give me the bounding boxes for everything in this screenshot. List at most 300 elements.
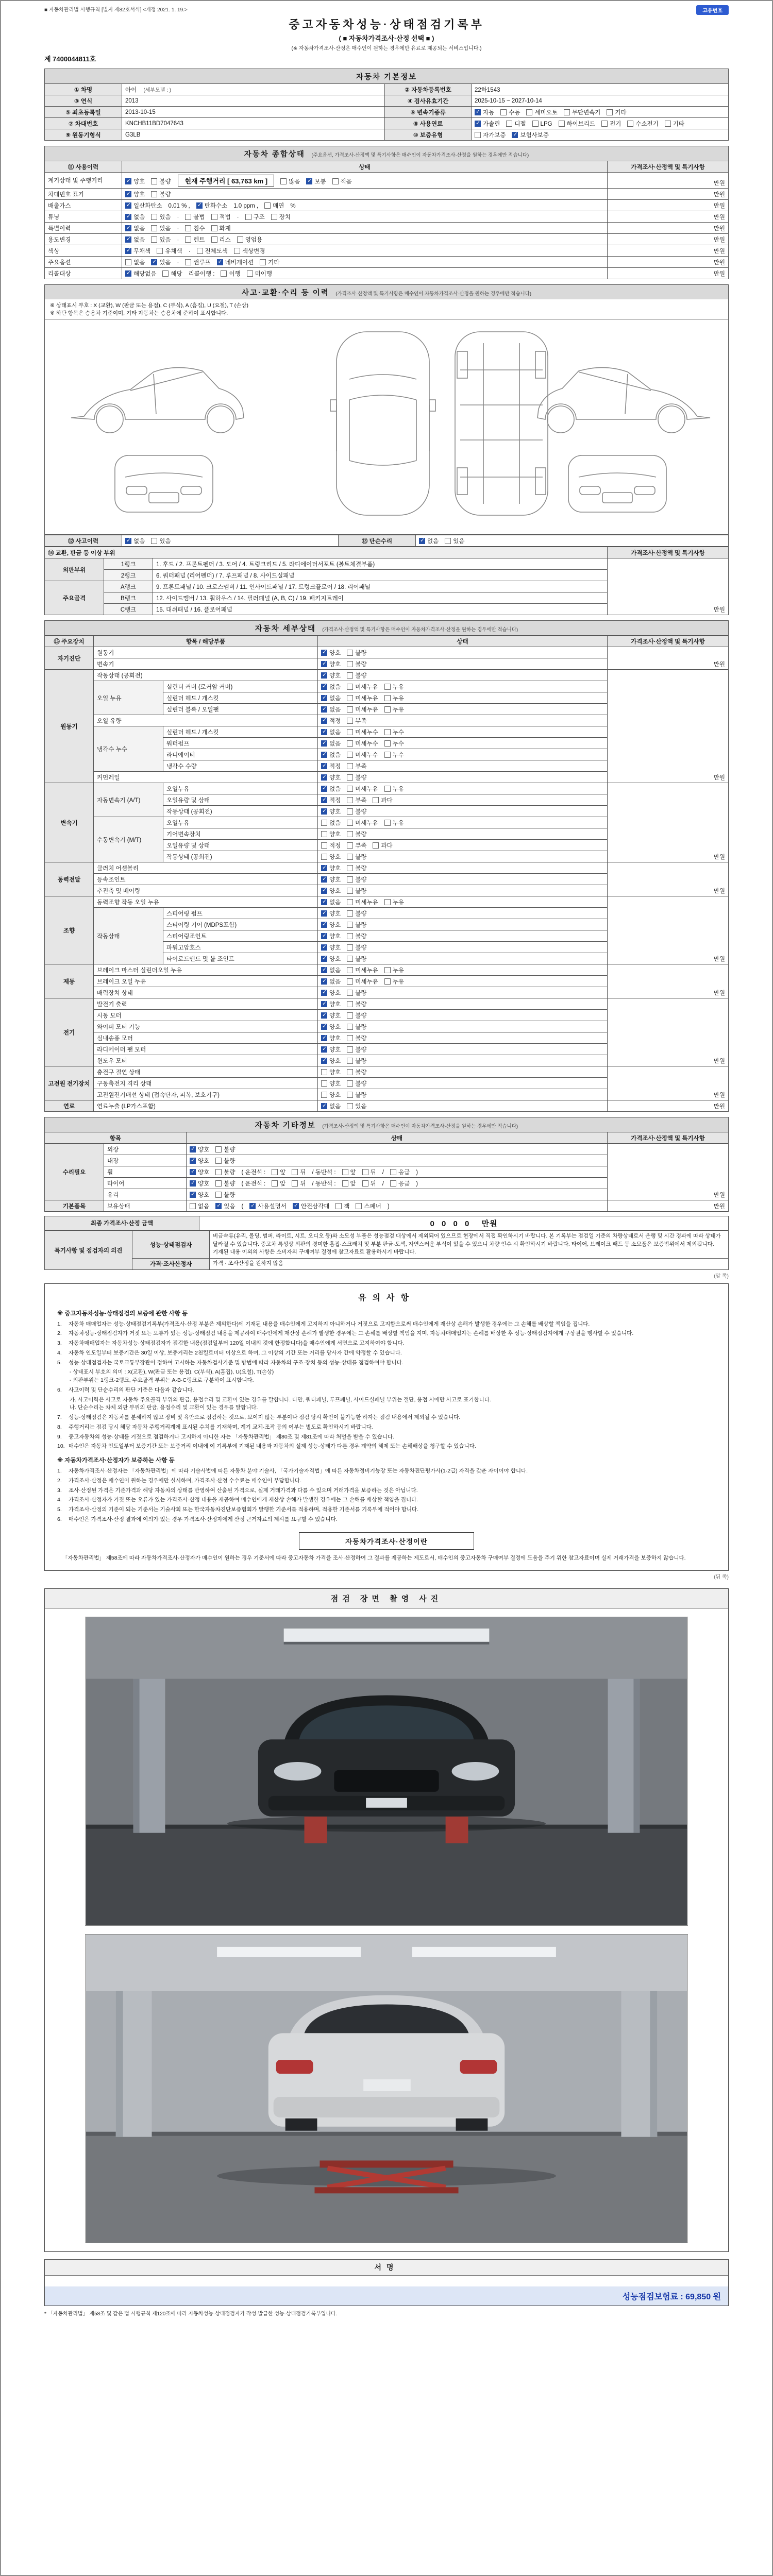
- checkbox-icon[interactable]: [347, 876, 353, 883]
- checkbox-icon[interactable]: [221, 270, 227, 277]
- checkbox-icon[interactable]: [526, 109, 532, 115]
- checkbox-checked-icon[interactable]: [190, 1180, 196, 1187]
- checkbox-option[interactable]: [321, 943, 341, 952]
- checkbox-icon[interactable]: [237, 236, 243, 243]
- checkbox-option[interactable]: [321, 1091, 341, 1099]
- checkbox-option[interactable]: [347, 773, 366, 782]
- checkbox-checked-icon[interactable]: [321, 797, 327, 803]
- checkbox-icon[interactable]: [500, 109, 507, 115]
- checkbox-option[interactable]: [321, 705, 341, 714]
- checkbox-option[interactable]: [211, 224, 231, 232]
- checkbox-option[interactable]: [280, 177, 300, 185]
- checkbox-option[interactable]: [306, 177, 326, 185]
- checkbox-option[interactable]: [215, 1145, 235, 1154]
- checkbox-icon[interactable]: [264, 202, 271, 209]
- checkbox-option[interactable]: [500, 108, 520, 116]
- checkbox-option[interactable]: [347, 943, 366, 952]
- checkbox-checked-icon[interactable]: [321, 1035, 327, 1041]
- checkbox-icon[interactable]: [342, 1169, 348, 1175]
- checkbox-icon[interactable]: [384, 706, 391, 713]
- checkbox-checked-icon[interactable]: [321, 1024, 327, 1030]
- checkbox-option[interactable]: [347, 1045, 366, 1054]
- checkbox-option[interactable]: [321, 898, 341, 906]
- checkbox-option[interactable]: [185, 258, 210, 266]
- checkbox-option[interactable]: [347, 819, 378, 827]
- checkbox-icon[interactable]: [390, 1180, 396, 1187]
- checkbox-option[interactable]: [151, 177, 171, 185]
- checkbox-checked-icon[interactable]: [321, 706, 327, 713]
- checkbox-option[interactable]: [321, 751, 341, 759]
- checkbox-option[interactable]: [384, 739, 404, 748]
- checkbox-icon[interactable]: [157, 248, 163, 254]
- checkbox-option[interactable]: [190, 1202, 209, 1210]
- checkbox-icon[interactable]: [347, 899, 353, 905]
- checkbox-icon[interactable]: [347, 1069, 353, 1075]
- checkbox-checked-icon[interactable]: [125, 248, 131, 254]
- checkbox-option[interactable]: [390, 1179, 410, 1188]
- checkbox-option[interactable]: [221, 269, 240, 278]
- checkbox-option[interactable]: [321, 1045, 341, 1054]
- checkbox-icon[interactable]: [384, 752, 391, 758]
- checkbox-option[interactable]: [362, 1168, 376, 1176]
- checkbox-checked-icon[interactable]: [190, 1146, 196, 1153]
- checkbox-icon[interactable]: [211, 225, 217, 231]
- checkbox-icon[interactable]: [384, 899, 391, 905]
- checkbox-option[interactable]: [162, 269, 182, 278]
- checkbox-icon[interactable]: [332, 178, 339, 184]
- checkbox-icon[interactable]: [347, 1080, 353, 1087]
- checkbox-icon[interactable]: [384, 740, 391, 747]
- checkbox-option[interactable]: [125, 224, 145, 232]
- checkbox-checked-icon[interactable]: [512, 132, 518, 138]
- checkbox-option[interactable]: [347, 751, 378, 759]
- checkbox-option[interactable]: [347, 1034, 366, 1042]
- checkbox-option[interactable]: [321, 887, 341, 895]
- checkbox-icon[interactable]: [347, 661, 353, 667]
- checkbox-option[interactable]: [125, 235, 145, 244]
- checkbox-option[interactable]: [260, 258, 279, 266]
- checkbox-option[interactable]: [125, 537, 145, 545]
- checkbox-checked-icon[interactable]: [125, 214, 131, 220]
- signature-area[interactable]: [45, 2276, 728, 2306]
- checkbox-icon[interactable]: [215, 1158, 222, 1164]
- checkbox-icon[interactable]: [347, 922, 353, 928]
- checkbox-option[interactable]: [347, 830, 366, 838]
- checkbox-checked-icon[interactable]: [306, 178, 312, 184]
- checkbox-checked-icon[interactable]: [151, 259, 157, 265]
- checkbox-icon[interactable]: [342, 1180, 348, 1187]
- checkbox-option[interactable]: [347, 728, 378, 736]
- checkbox-checked-icon[interactable]: [125, 191, 131, 197]
- checkbox-option[interactable]: [347, 807, 366, 816]
- checkbox-option[interactable]: [347, 762, 366, 770]
- checkbox-checked-icon[interactable]: [475, 109, 481, 115]
- checkbox-checked-icon[interactable]: [125, 225, 131, 231]
- checkbox-icon[interactable]: [151, 214, 157, 220]
- checkbox-option[interactable]: [293, 1202, 330, 1210]
- checkbox-icon[interactable]: [271, 214, 277, 220]
- checkbox-icon[interactable]: [234, 248, 240, 254]
- checkbox-icon[interactable]: [347, 990, 353, 996]
- checkbox-option[interactable]: [321, 955, 341, 963]
- checkbox-icon[interactable]: [532, 121, 539, 127]
- checkbox-icon[interactable]: [356, 1203, 362, 1209]
- checkbox-icon[interactable]: [185, 259, 191, 265]
- checkbox-icon[interactable]: [564, 109, 570, 115]
- checkbox-option[interactable]: [384, 683, 404, 691]
- checkbox-option[interactable]: [190, 1168, 209, 1176]
- checkbox-option[interactable]: [197, 247, 228, 255]
- checkbox-icon[interactable]: [347, 978, 353, 985]
- checkbox-checked-icon[interactable]: [321, 729, 327, 735]
- checkbox-icon[interactable]: [506, 121, 512, 127]
- checkbox-checked-icon[interactable]: [125, 538, 131, 544]
- checkbox-option[interactable]: [347, 683, 378, 691]
- checkbox-checked-icon[interactable]: [125, 178, 131, 184]
- checkbox-icon[interactable]: [321, 854, 327, 860]
- checkbox-icon[interactable]: [665, 121, 671, 127]
- checkbox-checked-icon[interactable]: [321, 752, 327, 758]
- checkbox-option[interactable]: [321, 909, 341, 918]
- checkbox-option[interactable]: [321, 694, 341, 702]
- checkbox-icon[interactable]: [215, 1146, 222, 1153]
- checkbox-option[interactable]: [125, 201, 162, 210]
- checkbox-icon[interactable]: [347, 672, 353, 679]
- checkbox-option[interactable]: [321, 841, 341, 850]
- checkbox-checked-icon[interactable]: [190, 1158, 196, 1164]
- checkbox-icon[interactable]: [347, 933, 353, 939]
- checkbox-icon[interactable]: [335, 1203, 342, 1209]
- checkbox-icon[interactable]: [607, 109, 613, 115]
- checkbox-icon[interactable]: [347, 1012, 353, 1019]
- checkbox-option[interactable]: [190, 1145, 209, 1154]
- checkbox-option[interactable]: [271, 213, 291, 221]
- checkbox-option[interactable]: [347, 1102, 366, 1110]
- checkbox-option[interactable]: [217, 258, 254, 266]
- checkbox-checked-icon[interactable]: [321, 910, 327, 917]
- checkbox-icon[interactable]: [347, 1035, 353, 1041]
- checkbox-icon[interactable]: [347, 797, 353, 803]
- checkbox-icon[interactable]: [292, 1169, 298, 1175]
- checkbox-option[interactable]: [347, 796, 366, 804]
- checkbox-icon[interactable]: [151, 191, 157, 197]
- checkbox-checked-icon[interactable]: [321, 740, 327, 747]
- checkbox-checked-icon[interactable]: [321, 944, 327, 951]
- checkbox-icon[interactable]: [559, 121, 565, 127]
- checkbox-icon[interactable]: [347, 740, 353, 747]
- checkbox-icon[interactable]: [321, 1092, 327, 1098]
- checkbox-option[interactable]: [347, 875, 366, 884]
- checkbox-option[interactable]: [532, 121, 552, 127]
- checkbox-checked-icon[interactable]: [321, 956, 327, 962]
- checkbox-option[interactable]: [373, 841, 392, 850]
- checkbox-option[interactable]: [347, 1011, 366, 1020]
- checkbox-option[interactable]: [607, 108, 626, 116]
- checkbox-checked-icon[interactable]: [190, 1169, 196, 1175]
- checkbox-option[interactable]: [185, 213, 205, 221]
- checkbox-option[interactable]: [321, 819, 341, 827]
- checkbox-option[interactable]: [321, 773, 341, 782]
- checkbox-option[interactable]: [190, 1157, 209, 1165]
- checkbox-option[interactable]: [125, 247, 150, 255]
- checkbox-option[interactable]: [321, 1000, 341, 1008]
- checkbox-checked-icon[interactable]: [321, 695, 327, 701]
- checkbox-option[interactable]: [347, 932, 366, 940]
- checkbox-option[interactable]: [347, 1057, 366, 1065]
- checkbox-option[interactable]: [211, 235, 231, 244]
- checkbox-option[interactable]: [347, 739, 378, 748]
- checkbox-option[interactable]: [384, 694, 404, 702]
- checkbox-icon[interactable]: [321, 831, 327, 837]
- checkbox-option[interactable]: [347, 864, 366, 872]
- checkbox-option[interactable]: [321, 977, 341, 986]
- checkbox-option[interactable]: [321, 1079, 341, 1088]
- checkbox-option[interactable]: [321, 1034, 341, 1042]
- checkbox-option[interactable]: [211, 213, 231, 221]
- checkbox-option[interactable]: [215, 1179, 235, 1188]
- checkbox-icon[interactable]: [185, 214, 191, 220]
- checkbox-checked-icon[interactable]: [321, 672, 327, 679]
- checkbox-icon[interactable]: [185, 236, 191, 243]
- checkbox-checked-icon[interactable]: [321, 922, 327, 928]
- checkbox-option[interactable]: [321, 1068, 341, 1076]
- checkbox-checked-icon[interactable]: [321, 876, 327, 883]
- checkbox-checked-icon[interactable]: [321, 808, 327, 815]
- checkbox-option[interactable]: [384, 728, 404, 736]
- checkbox-option[interactable]: [245, 213, 265, 221]
- checkbox-option[interactable]: [321, 683, 341, 691]
- checkbox-option[interactable]: [445, 537, 464, 545]
- checkbox-icon[interactable]: [347, 888, 353, 894]
- checkbox-option[interactable]: [247, 269, 272, 278]
- checkbox-option[interactable]: [347, 1000, 366, 1008]
- checkbox-checked-icon[interactable]: [321, 650, 327, 656]
- checkbox-checked-icon[interactable]: [125, 270, 131, 277]
- checkbox-icon[interactable]: [475, 132, 481, 138]
- checkbox-icon[interactable]: [151, 538, 157, 544]
- checkbox-icon[interactable]: [211, 214, 217, 220]
- checkbox-option[interactable]: [347, 898, 378, 906]
- checkbox-option[interactable]: [347, 921, 366, 929]
- checkbox-option[interactable]: [347, 977, 378, 986]
- checkbox-option[interactable]: [347, 785, 378, 793]
- checkbox-icon[interactable]: [384, 695, 391, 701]
- checkbox-option[interactable]: [321, 1102, 341, 1110]
- checkbox-checked-icon[interactable]: [293, 1203, 299, 1209]
- checkbox-checked-icon[interactable]: [215, 1203, 222, 1209]
- checkbox-option[interactable]: [292, 1179, 306, 1188]
- checkbox-icon[interactable]: [197, 248, 203, 254]
- checkbox-option[interactable]: [347, 705, 378, 714]
- checkbox-option[interactable]: [384, 977, 404, 986]
- checkbox-option[interactable]: [125, 269, 156, 278]
- checkbox-icon[interactable]: [260, 259, 266, 265]
- checkbox-checked-icon[interactable]: [321, 967, 327, 973]
- checkbox-checked-icon[interactable]: [321, 786, 327, 792]
- checkbox-option[interactable]: [190, 1191, 209, 1199]
- checkbox-checked-icon[interactable]: [196, 202, 203, 209]
- checkbox-checked-icon[interactable]: [321, 933, 327, 939]
- checkbox-icon[interactable]: [215, 1169, 222, 1175]
- checkbox-option[interactable]: [342, 1179, 356, 1188]
- checkbox-option[interactable]: [125, 213, 145, 221]
- checkbox-icon[interactable]: [347, 854, 353, 860]
- checkbox-checked-icon[interactable]: [321, 763, 327, 769]
- checkbox-option[interactable]: [627, 120, 658, 128]
- checkbox-option[interactable]: [215, 1202, 235, 1210]
- checkbox-icon[interactable]: [347, 1001, 353, 1007]
- checkbox-icon[interactable]: [347, 842, 353, 849]
- checkbox-option[interactable]: [321, 989, 341, 997]
- checkbox-option[interactable]: [321, 1011, 341, 1020]
- checkbox-checked-icon[interactable]: [321, 899, 327, 905]
- checkbox-option[interactable]: [347, 887, 366, 895]
- checkbox-icon[interactable]: [347, 706, 353, 713]
- checkbox-checked-icon[interactable]: [321, 865, 327, 871]
- checkbox-icon[interactable]: [373, 842, 379, 849]
- checkbox-option[interactable]: [321, 807, 341, 816]
- checkbox-option[interactable]: [321, 796, 341, 804]
- checkbox-option[interactable]: [321, 762, 341, 770]
- checkbox-option[interactable]: [272, 1168, 285, 1176]
- checkbox-option[interactable]: [321, 717, 341, 725]
- checkbox-checked-icon[interactable]: [321, 1103, 327, 1109]
- checkbox-option[interactable]: [347, 1091, 366, 1099]
- checkbox-option[interactable]: [321, 728, 341, 736]
- checkbox-option[interactable]: [390, 1168, 410, 1176]
- checkbox-icon[interactable]: [292, 1180, 298, 1187]
- checkbox-option[interactable]: [384, 751, 404, 759]
- checkbox-icon[interactable]: [347, 820, 353, 826]
- checkbox-checked-icon[interactable]: [321, 1001, 327, 1007]
- checkbox-option[interactable]: [151, 258, 171, 266]
- checkbox-option[interactable]: [321, 671, 341, 680]
- checkbox-option[interactable]: [151, 190, 171, 198]
- checkbox-option[interactable]: [347, 649, 366, 657]
- checkbox-icon[interactable]: [247, 270, 253, 277]
- checkbox-icon[interactable]: [373, 797, 379, 803]
- checkbox-option[interactable]: [347, 841, 366, 850]
- checkbox-checked-icon[interactable]: [321, 990, 327, 996]
- checkbox-option[interactable]: [347, 660, 366, 668]
- checkbox-icon[interactable]: [347, 1103, 353, 1109]
- checkbox-icon[interactable]: [151, 236, 157, 243]
- checkbox-option[interactable]: [215, 1191, 235, 1199]
- checkbox-option[interactable]: [321, 830, 341, 838]
- checkbox-checked-icon[interactable]: [419, 538, 425, 544]
- checkbox-option[interactable]: [475, 120, 500, 128]
- checkbox-checked-icon[interactable]: [321, 684, 327, 690]
- checkbox-option[interactable]: [125, 258, 145, 266]
- checkbox-option[interactable]: [321, 966, 341, 974]
- checkbox-icon[interactable]: [347, 831, 353, 837]
- checkbox-option[interactable]: [151, 213, 171, 221]
- checkbox-option[interactable]: [347, 671, 366, 680]
- checkbox-option[interactable]: [564, 108, 601, 116]
- checkbox-option[interactable]: [185, 224, 205, 232]
- checkbox-icon[interactable]: [245, 214, 251, 220]
- checkbox-icon[interactable]: [347, 729, 353, 735]
- checkbox-option[interactable]: [321, 853, 341, 861]
- checkbox-icon[interactable]: [627, 121, 633, 127]
- checkbox-option[interactable]: [419, 537, 439, 545]
- checkbox-option[interactable]: [335, 1202, 349, 1210]
- checkbox-checked-icon[interactable]: [321, 661, 327, 667]
- checkbox-option[interactable]: [237, 235, 262, 244]
- checkbox-option[interactable]: [215, 1168, 235, 1176]
- checkbox-option[interactable]: [292, 1168, 306, 1176]
- checkbox-icon[interactable]: [384, 820, 391, 826]
- checkbox-icon[interactable]: [321, 1080, 327, 1087]
- checkbox-option[interactable]: [272, 1179, 285, 1188]
- checkbox-icon[interactable]: [347, 1058, 353, 1064]
- checkbox-option[interactable]: [384, 705, 404, 714]
- checkbox-icon[interactable]: [347, 752, 353, 758]
- checkbox-icon[interactable]: [321, 1069, 327, 1075]
- checkbox-option[interactable]: [321, 785, 341, 793]
- checkbox-icon[interactable]: [384, 786, 391, 792]
- checkbox-checked-icon[interactable]: [249, 1203, 256, 1209]
- checkbox-icon[interactable]: [190, 1203, 196, 1209]
- checkbox-icon[interactable]: [125, 259, 131, 265]
- checkbox-checked-icon[interactable]: [321, 774, 327, 781]
- checkbox-icon[interactable]: [151, 225, 157, 231]
- checkbox-icon[interactable]: [445, 538, 451, 544]
- checkbox-option[interactable]: [234, 247, 265, 255]
- checkbox-option[interactable]: [321, 932, 341, 940]
- checkbox-option[interactable]: [125, 177, 145, 185]
- checkbox-icon[interactable]: [321, 842, 327, 849]
- checkbox-option[interactable]: [321, 649, 341, 657]
- checkbox-icon[interactable]: [347, 774, 353, 781]
- checkbox-option[interactable]: [601, 120, 621, 128]
- checkbox-option[interactable]: [347, 989, 366, 997]
- checkbox-checked-icon[interactable]: [125, 202, 131, 209]
- checkbox-icon[interactable]: [211, 236, 217, 243]
- checkbox-icon[interactable]: [390, 1169, 396, 1175]
- checkbox-checked-icon[interactable]: [321, 1012, 327, 1019]
- checkbox-option[interactable]: [506, 120, 526, 128]
- checkbox-icon[interactable]: [347, 718, 353, 724]
- checkbox-option[interactable]: [347, 1023, 366, 1031]
- checkbox-icon[interactable]: [347, 684, 353, 690]
- checkbox-icon[interactable]: [151, 178, 157, 184]
- checkbox-checked-icon[interactable]: [217, 259, 223, 265]
- unique-number-badge[interactable]: 고유번호: [696, 5, 729, 15]
- checkbox-icon[interactable]: [601, 121, 608, 127]
- checkbox-icon[interactable]: [384, 684, 391, 690]
- checkbox-option[interactable]: [384, 819, 404, 827]
- checkbox-option[interactable]: [321, 1057, 341, 1065]
- checkbox-option[interactable]: [512, 131, 549, 139]
- checkbox-option[interactable]: [362, 1179, 376, 1188]
- checkbox-icon[interactable]: [347, 865, 353, 871]
- checkbox-option[interactable]: [475, 108, 494, 116]
- checkbox-option[interactable]: [559, 120, 596, 128]
- checkbox-option[interactable]: [151, 235, 171, 244]
- checkbox-icon[interactable]: [362, 1169, 368, 1175]
- checkbox-icon[interactable]: [347, 808, 353, 815]
- checkbox-checked-icon[interactable]: [125, 236, 131, 243]
- checkbox-option[interactable]: [384, 785, 404, 793]
- checkbox-option[interactable]: [125, 190, 145, 198]
- checkbox-option[interactable]: [196, 201, 227, 210]
- checkbox-icon[interactable]: [280, 178, 287, 184]
- checkbox-option[interactable]: [249, 1202, 287, 1210]
- checkbox-icon[interactable]: [347, 695, 353, 701]
- checkbox-icon[interactable]: [272, 1180, 278, 1187]
- checkbox-option[interactable]: [347, 1079, 366, 1088]
